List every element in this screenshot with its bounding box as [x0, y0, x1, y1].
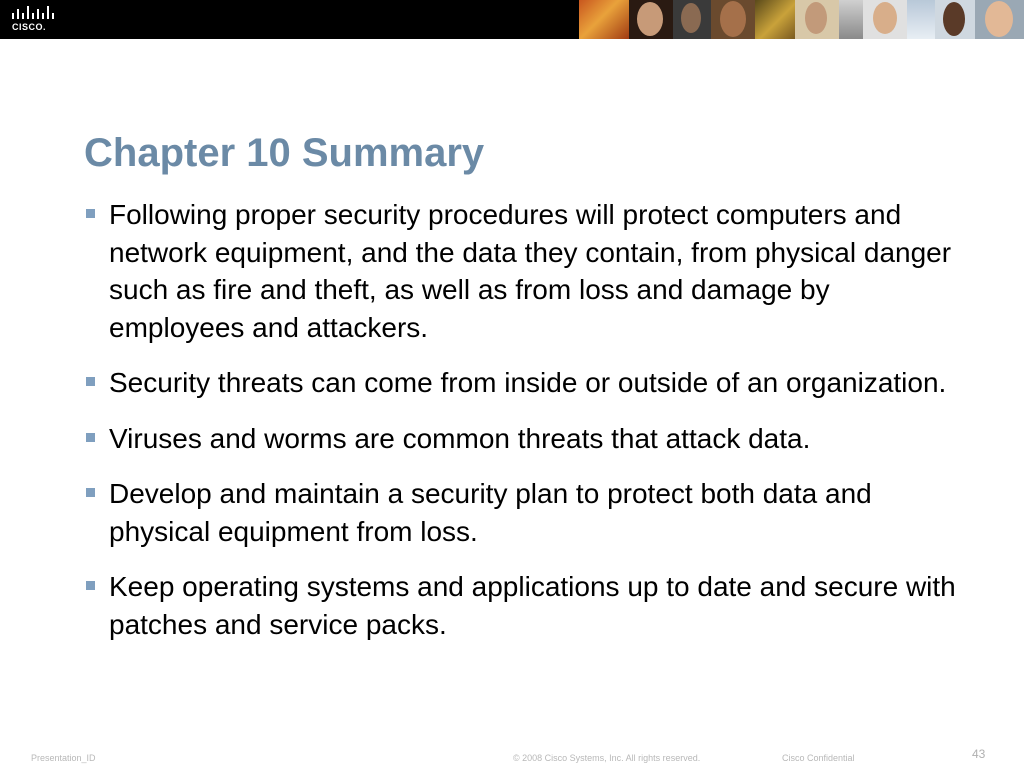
logo-text: CISCO. [12, 22, 47, 32]
bullet-text: Viruses and worms are common threats that attack data. [109, 422, 811, 454]
bullet-text: Develop and maintain a security plan to protect both data and physical equipment from loss. [109, 478, 872, 547]
header-photo [975, 0, 1024, 39]
header-photo [935, 0, 975, 39]
header-photo [863, 0, 907, 39]
header-photo [579, 0, 629, 39]
bullet-square-icon [86, 581, 95, 590]
footer-confidential: Cisco Confidential [782, 753, 855, 763]
footer-copyright: © 2008 Cisco Systems, Inc. All rights reserved. [513, 753, 701, 763]
bullet-list [84, 196, 964, 661]
bullet-text: Following proper security procedures will protect computers and network equipment, and the data they contain, from physical danger such as fire and theft, as well as from loss and damage by employees and attackers. [109, 199, 952, 343]
slide-title: Chapter 10 Summary [84, 131, 485, 175]
page-number: 43 [972, 747, 986, 761]
header-photo [629, 0, 673, 39]
header-photo [711, 0, 755, 39]
bullet-item [84, 475, 964, 550]
bullet-item [84, 364, 964, 402]
bullet-item [84, 196, 964, 346]
bullet-item [84, 568, 964, 643]
bullet-item [84, 420, 964, 458]
bullet-text: Keep operating systems and applications up to date and secure with patches and service packs. [109, 571, 956, 640]
bullet-square-icon [86, 209, 95, 218]
header-band [0, 0, 1024, 39]
bullet-square-icon [86, 488, 95, 497]
header-photo [795, 0, 839, 39]
bullet-square-icon [86, 433, 95, 442]
photo-strip [579, 0, 1024, 39]
cisco-bridge-icon [8, 4, 60, 22]
cisco-logo [8, 4, 60, 35]
header-photo [839, 0, 863, 39]
header-photo [755, 0, 795, 39]
header-photo [673, 0, 711, 39]
footer-presentation-id: Presentation_ID [31, 753, 96, 763]
bullet-square-icon [86, 377, 95, 386]
header-photo [907, 0, 935, 39]
bullet-text: Security threats can come from inside or outside of an organization. [109, 367, 947, 398]
